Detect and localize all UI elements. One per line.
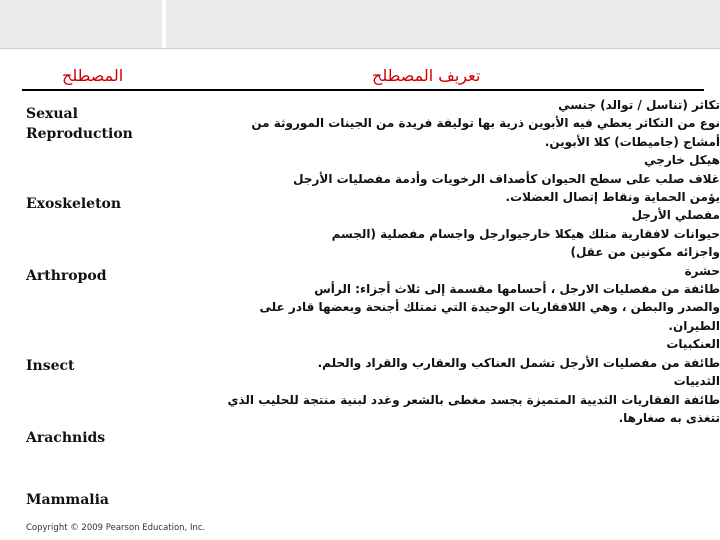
definition-line: والصدر والبطن ، وهي اللافقاريات الوحيدة التي تمتلك أجنحة وبعضها قادر على xyxy=(259,300,720,315)
term-exoskeleton: Exoskeleton xyxy=(26,196,122,212)
definition-line: نوع من التكاثر يعطي فيه الأبوين ذرية بها توليفة فريدة من الجينات الموروثة من xyxy=(251,116,720,131)
definition-column-header: تعريف المصطلح xyxy=(372,66,481,85)
definition-line: تتغذى به صغارها. xyxy=(618,410,720,425)
term-arthropod: Arthropod xyxy=(26,268,107,284)
header-divider-line xyxy=(0,48,720,49)
definition-line: العنكبيات xyxy=(666,337,720,352)
definition-line: طائفة من مفصليات الأرجل تشمل العناكب والعقارب والقراد والحلم. xyxy=(317,355,720,370)
definition-line: واجزائه مكونين من عقل) xyxy=(570,245,720,260)
definition-line: طائفة من مفصليات الارجل ، أحسامها مقسمة إلى ثلاث أجزاء: الرأس xyxy=(314,282,720,297)
term-column-header: المصطلح xyxy=(62,66,124,85)
definitions-column xyxy=(210,96,720,427)
definition-line: غلاف صلب على سطح الحيوان كأصداف الرخويات وأدمة مفصليات الأرجل xyxy=(293,171,720,186)
definition-line: تكاثر (تناسل / توالد) جنسي xyxy=(558,98,720,112)
definition-line: هيكل خارجي xyxy=(644,153,720,168)
definition-line: حيوانات لافقارية متلك هيكلا خارجيوارجل واجسام مفصلية (الجسم xyxy=(331,226,720,241)
copyright-notice: Copyright © 2009 Pearson Education, Inc. xyxy=(26,523,206,533)
term-arachnids: Arachnids xyxy=(26,430,106,446)
header-decoration-right xyxy=(166,0,720,48)
definition-line: حشرة xyxy=(684,263,720,278)
term-insect: Insect xyxy=(26,358,75,374)
definition-line: يؤمن الحماية ونقاط إتصال العضلات. xyxy=(505,190,720,205)
definition-line: طائفة الفقاريات الثديية المتميزة بجسد مغطى بالشعر وغدد لبنية منتجة للحليب الذي xyxy=(227,392,720,407)
definition-line: مفصلي الأرجل xyxy=(631,208,720,223)
term-sexual-reproduction: Sexual Reproduction xyxy=(26,106,133,142)
definition-line: أمشاج (جاميطات) كلا الأبوين. xyxy=(544,134,720,149)
definition-line: الطيران. xyxy=(668,318,720,333)
term-mammalia: Mammalia xyxy=(26,492,109,508)
header-decoration-left xyxy=(0,0,162,48)
definition-line: الثدييات xyxy=(673,374,720,389)
header-rule xyxy=(22,89,704,91)
